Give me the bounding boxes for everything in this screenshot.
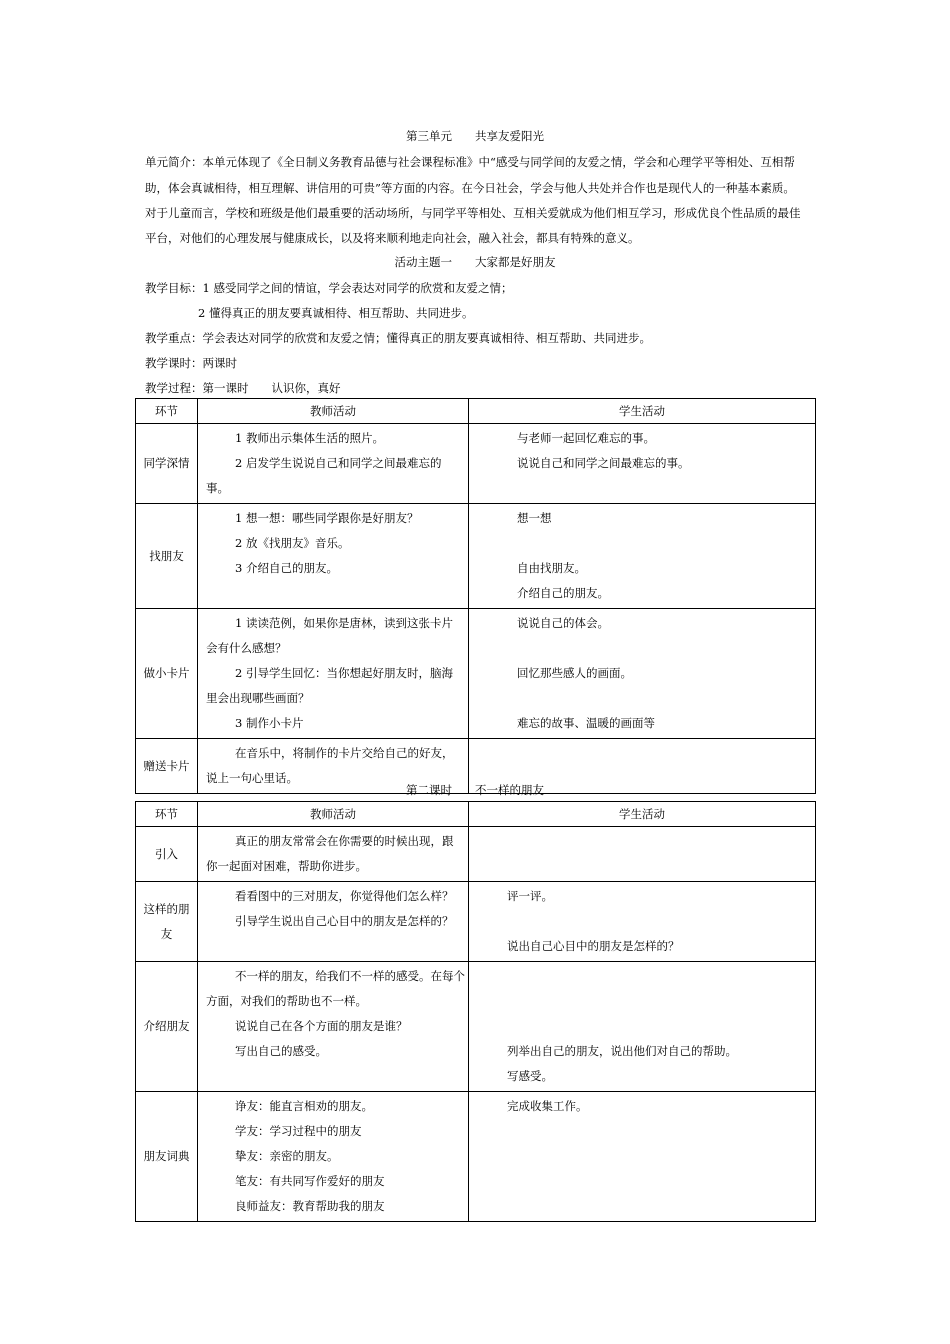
teacher-line: 在音乐中，将制作的卡片交给自己的好友，: [235, 746, 454, 760]
teacher-cell: [198, 882, 469, 962]
stage-cell: 同学深情: [136, 424, 198, 504]
teacher-line: 2 引导学生回忆：当你想起好朋友时，脑海: [235, 666, 453, 680]
header-student: 学生活动: [469, 802, 816, 827]
teacher-line: 1 教师出示集体生活的照片。: [235, 431, 384, 445]
student-line: 完成收集工作。: [507, 1099, 588, 1113]
student-line: 介绍自己的朋友。: [517, 586, 609, 600]
teacher-line: 不一样的朋友，给我们不一样的感受。在每个: [235, 969, 465, 983]
header-stage: 环节: [136, 399, 198, 424]
table-row: [136, 962, 816, 1092]
teacher-line: 1 读读范例，如果你是唐林，读到这张卡片: [235, 616, 453, 630]
student-line: [477, 964, 807, 989]
teacher-line: 2 启发学生说说自己和同学之间最难忘的: [235, 456, 442, 470]
teacher-cell: [198, 962, 469, 1092]
header-teacher: 教师活动: [198, 399, 469, 424]
student-line: 写感受。: [507, 1069, 553, 1083]
student-line: [477, 1014, 807, 1039]
student-line: [477, 989, 807, 1014]
table-header-row: [136, 399, 816, 424]
student-cell: [469, 882, 816, 962]
student-line: 说说自己的体会。: [517, 616, 609, 630]
teacher-line: 挚友：亲密的朋友。: [235, 1149, 339, 1163]
teacher-cell: [198, 504, 469, 609]
teacher-line: 学友：学习过程中的朋友: [235, 1124, 362, 1138]
intro-line-3: 对于儿童而言，学校和班级是他们最重要的活动场所，与同学平等相处、互相关爱就成为他们相互学习，形成优良个性品质的最佳: [145, 206, 801, 220]
teacher-line: 看看图中的三对朋友，你觉得他们怎么样？: [235, 889, 454, 903]
student-cell: [469, 609, 816, 739]
teacher-line: 良师益友：教育帮助我的朋友: [235, 1199, 385, 1213]
theme-title: 活动主题一 大家都是好朋友: [394, 255, 556, 269]
lesson2-title: 第二课时 不一样的朋友: [406, 783, 544, 797]
student-cell: [469, 504, 816, 609]
teacher-line: 方面，对我们的帮助也不一样。: [206, 994, 367, 1008]
teacher-line: 说上一句心里话。: [206, 771, 298, 785]
student-line: [477, 636, 807, 661]
student-cell: [469, 1092, 816, 1222]
stage-cell: 做小卡片: [136, 609, 198, 739]
stage-cell: 朋友词典: [136, 1092, 198, 1222]
intro-line-2: 助，体会真诚相待，相互理解、讲信用的可贵”等方面的内容。在今日社会，学会与他人共处并合作也是现代人的一种基本素质。: [145, 181, 795, 195]
table-row: [136, 504, 816, 609]
table-row: [136, 827, 816, 882]
intro-line-4: 平台，对他们的心理发展与健康成长，以及将来顺利地走向社会，融入社会，都具有特殊的意义。: [145, 231, 640, 245]
student-line: [477, 531, 807, 556]
teaching-goal-2: 2 懂得真正的朋友要真诚相待、相互帮助、共同进步。: [198, 306, 474, 320]
student-line: 回忆那些感人的画面。: [517, 666, 632, 680]
teacher-cell: [198, 827, 469, 882]
unit-title: 第三单元 共享友爱阳光: [406, 129, 544, 143]
student-line: 列举出自己的朋友，说出他们对自己的帮助。: [507, 1044, 737, 1058]
student-line: 说说自己和同学之间最难忘的事。: [517, 456, 690, 470]
table-row: [136, 609, 816, 739]
table-row: [136, 424, 816, 504]
student-line: [477, 686, 807, 711]
teaching-goal-1: 教学目标：1 感受同学之间的情谊，学会表达对同学的欣赏和友爱之情；: [145, 281, 513, 295]
table-row: [136, 1092, 816, 1222]
student-line: [477, 909, 807, 934]
student-line: 想一想: [517, 511, 552, 525]
stage-cell: 介绍朋友: [136, 962, 198, 1092]
teacher-cell: [198, 609, 469, 739]
teacher-line: 引导学生说出自己心目中的朋友是怎样的？: [235, 914, 454, 928]
teacher-line: 诤友：能直言相劝的朋友。: [235, 1099, 373, 1113]
teacher-line: 写出自己的感受。: [235, 1044, 327, 1058]
header-stage: 环节: [136, 802, 198, 827]
student-line: 说出自己心目中的朋友是怎样的？: [507, 939, 680, 953]
lesson2-table: [135, 801, 816, 1222]
stage-cell: 这样的朋友: [136, 882, 198, 962]
teacher-line: 2 放《找朋友》音乐。: [235, 536, 350, 550]
teaching-periods: 教学课时：两课时: [145, 356, 237, 370]
student-line: 与老师一起回忆难忘的事。: [517, 431, 655, 445]
student-cell: [469, 827, 816, 882]
stage-cell: 赠送卡片: [136, 739, 198, 794]
teaching-process: 教学过程：第一课时 认识你，真好: [145, 381, 341, 395]
teacher-line: 里会出现哪些画面？: [206, 691, 310, 705]
table-header-row: [136, 802, 816, 827]
student-line: 评一评。: [507, 889, 553, 903]
teacher-cell: [198, 1092, 469, 1222]
stage-cell: 找朋友: [136, 504, 198, 609]
teacher-line: 笔友：有共同写作爱好的朋友: [235, 1174, 385, 1188]
student-line: 自由找朋友。: [517, 561, 586, 575]
teacher-line: 3 制作小卡片: [235, 716, 304, 730]
student-cell: [469, 962, 816, 1092]
teacher-line: 真正的朋友常常会在你需要的时候出现，跟: [235, 834, 454, 848]
key-points: 教学重点：学会表达对同学的欣赏和友爱之情；懂得真正的朋友要真诚相待、相互帮助、共同进步。: [145, 331, 651, 345]
intro-line-1: 单元简介：本单元体现了《全日制义务教育品德与社会课程标准》中“感受与同学间的友爱之情，学会和心理学平等相处、互相帮: [145, 155, 795, 169]
teacher-line: 会有什么感想？: [206, 641, 287, 655]
student-line: 难忘的故事、温暖的画面等: [517, 716, 655, 730]
table-row: [136, 882, 816, 962]
teacher-line: 说说自己在各个方面的朋友是谁？: [235, 1019, 408, 1033]
teacher-line: 你一起面对困难，帮助你进步。: [206, 859, 367, 873]
stage-cell: 引入: [136, 827, 198, 882]
lesson1-table: [135, 398, 816, 794]
teacher-cell: [198, 424, 469, 504]
header-teacher: 教师活动: [198, 802, 469, 827]
teacher-line: 1 想一想：哪些同学跟你是好朋友？: [235, 511, 419, 525]
header-student: 学生活动: [469, 399, 816, 424]
teacher-line: 事。: [206, 481, 229, 495]
teacher-line: 3 介绍自己的朋友。: [235, 561, 338, 575]
student-cell: [469, 424, 816, 504]
